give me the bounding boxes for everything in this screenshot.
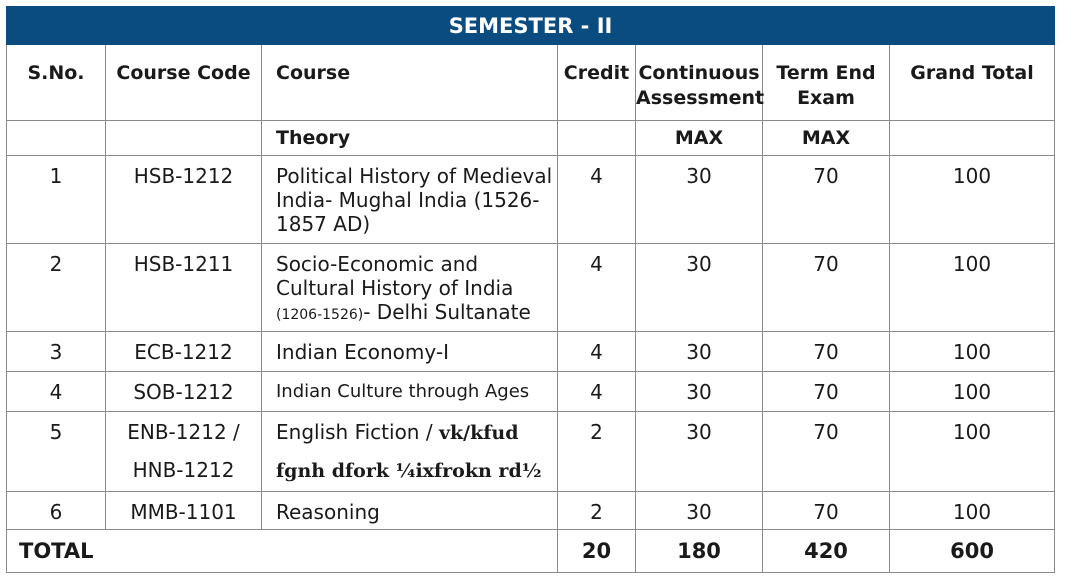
- header-row: [7, 45, 1055, 121]
- row-gt: 100: [890, 372, 1055, 412]
- header-course: Course: [262, 45, 558, 121]
- row-code: SOB-1212: [106, 372, 262, 412]
- row-credit: 4: [558, 156, 636, 244]
- table-row: [7, 412, 1055, 492]
- total-credit: 20: [558, 530, 636, 573]
- row-ca: 30: [636, 492, 763, 530]
- table-row: [7, 156, 1055, 244]
- total-ca: 180: [636, 530, 763, 573]
- subheader-row: [7, 121, 1055, 156]
- row-ca: 30: [636, 412, 763, 492]
- row-course: Reasoning: [262, 492, 558, 530]
- row-course: Indian Culture through Ages: [262, 372, 558, 412]
- row-course-hindi-line1: vk/kfud: [438, 422, 519, 444]
- row-credit: 2: [558, 412, 636, 492]
- header-grand-total: Grand Total: [890, 45, 1055, 121]
- header-term-end-exam: Term End Exam: [763, 45, 890, 121]
- row-sno: 6: [7, 492, 106, 530]
- row-te: 70: [763, 372, 890, 412]
- table-row: [7, 372, 1055, 412]
- row-sno: 4: [7, 372, 106, 412]
- row-te: 70: [763, 412, 890, 492]
- row-gt: 100: [890, 332, 1055, 372]
- row-gt: 100: [890, 244, 1055, 332]
- row-sno: 3: [7, 332, 106, 372]
- row-sno: 5: [7, 412, 106, 492]
- row-ca: 30: [636, 156, 763, 244]
- subheader-ca-max: MAX: [636, 121, 763, 156]
- row-credit: 4: [558, 332, 636, 372]
- row-credit: 4: [558, 372, 636, 412]
- table-row: [7, 492, 1055, 530]
- row-te: 70: [763, 244, 890, 332]
- header-sno: S.No.: [7, 45, 106, 121]
- row-course-suffix: - Delhi Sultanate: [363, 300, 531, 324]
- row-code: HSB-1211: [106, 244, 262, 332]
- row-course: Political History of Medieval India- Mughal India (1526-1857 AD): [262, 156, 558, 244]
- row-gt: 100: [890, 492, 1055, 530]
- subheader-te-max: MAX: [763, 121, 890, 156]
- row-ca: 30: [636, 372, 763, 412]
- semester-table-container: [6, 6, 1054, 573]
- row-code: MMB-1101: [106, 492, 262, 530]
- row-course: [262, 412, 558, 492]
- semester-title: SEMESTER - II: [7, 7, 1055, 45]
- row-course-years: (1206-1526): [276, 307, 364, 323]
- total-row: [7, 530, 1055, 573]
- total-te: 420: [763, 530, 890, 573]
- row-code: ECB-1212: [106, 332, 262, 372]
- row-gt: 100: [890, 412, 1055, 492]
- total-gt: 600: [890, 530, 1055, 573]
- header-course-code: Course Code: [106, 45, 262, 121]
- row-course-english: English Fiction /: [276, 420, 439, 444]
- row-gt: 100: [890, 156, 1055, 244]
- row-code-line1: ENB-1212 /: [127, 420, 240, 444]
- row-sno: 1: [7, 156, 106, 244]
- row-te: 70: [763, 332, 890, 372]
- row-sno: 2: [7, 244, 106, 332]
- row-course-hindi-line2: fgnh dfork ¼ixfrokn rd½: [276, 460, 542, 482]
- row-credit: 2: [558, 492, 636, 530]
- row-course: Indian Economy-I: [262, 332, 558, 372]
- header-credit: Credit: [558, 45, 636, 121]
- table-row: [7, 332, 1055, 372]
- table-row: [7, 244, 1055, 332]
- subheader-theory: Theory: [262, 121, 558, 156]
- row-ca: 30: [636, 332, 763, 372]
- row-credit: 4: [558, 244, 636, 332]
- row-course: [262, 244, 558, 332]
- row-te: 70: [763, 156, 890, 244]
- header-continuous-assessment: Continuous Assessment: [636, 45, 763, 121]
- row-code: HSB-1212: [106, 156, 262, 244]
- row-course-main: Socio-Economic and Cultural History of India: [276, 252, 514, 300]
- semester-table: [6, 6, 1055, 573]
- row-te: 70: [763, 492, 890, 530]
- total-label: TOTAL: [7, 530, 558, 573]
- row-code-line2: HNB-1212: [132, 458, 235, 482]
- row-code: [106, 412, 262, 492]
- row-ca: 30: [636, 244, 763, 332]
